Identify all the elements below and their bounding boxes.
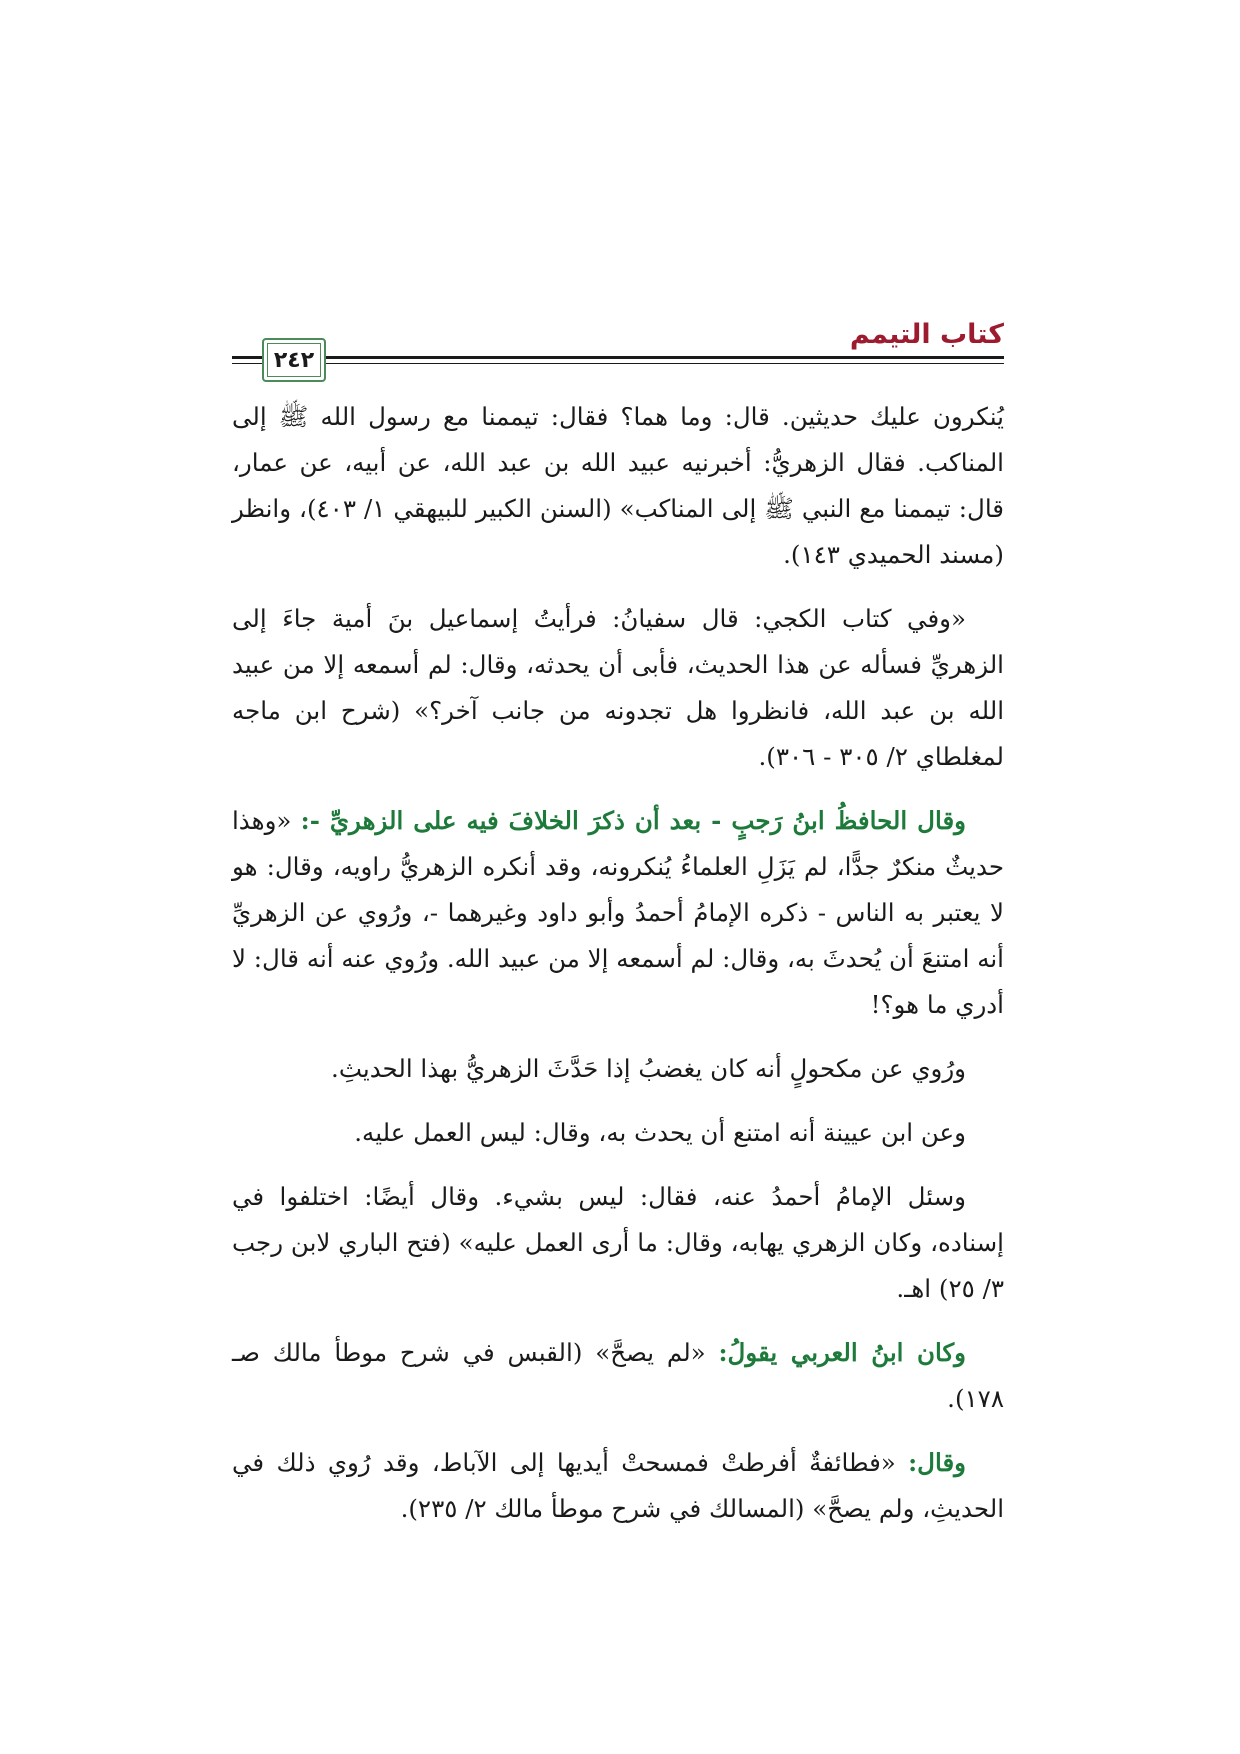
header-rule-thick (232, 356, 1004, 359)
paragraph-lead: وكان ابنُ العربي يقولُ: (718, 1338, 966, 1367)
paragraph-text: وعن ابن عيينة أنه امتنع أن يحدث به، وقال: ليس العمل عليه. (354, 1118, 966, 1147)
paragraph-1 (232, 394, 1004, 578)
paragraph-7 (232, 1330, 1004, 1422)
paragraph-text: ورُوي عن مكحولٍ أنه كان يغضبُ إذا حَدَّثَ الزهريُّ بهذا الحديثِ. (331, 1054, 966, 1083)
paragraph-5 (232, 1110, 1004, 1156)
paragraph-text: «وفي كتاب الكجي: قال سفيانُ: فرأيتُ إسماعيل بنَ أمية جاءَ إلى الزهريِّ فسأله عن هذا الحديث، فأبى أن يحدثه، وقال: لم أسمعه إلا من عبيد الله بن عبد الله، فانظروا هل تجدونه من جانب آخر؟» (شرح ابن ماجه لمغلطاي ٢/ ٣٠٥ - ٣٠٦). (232, 604, 1004, 771)
book-title: كتاب التيمم (849, 319, 1004, 350)
paragraph-text: وسئل الإمامُ أحمدُ عنه، فقال: ليس بشيء. وقال أيضًا: اختلفوا في إسناده، وكان الزهري يهابه، وقال: ما أرى العمل عليه» (فتح الباري لابن رجب ٣/ ٢٥) اهـ. (232, 1182, 1004, 1303)
page-number-badge (262, 338, 326, 382)
paragraph-3 (232, 798, 1004, 1028)
body-text (232, 394, 1004, 1550)
paragraph-text: «لم يصحَّ» (القبس في شرح موطأ مالك صـ ١٧٨). (232, 1338, 1004, 1413)
paragraph-lead: وقال الحافظُ ابنُ رَجبٍ - بعد أن ذكرَ الخلافَ فيه على الزهريِّ -: (300, 806, 966, 835)
paragraph-8 (232, 1440, 1004, 1532)
paragraph-text: يُنكرون عليك حديثين. قال: وما هما؟ فقال: تيممنا مع رسول الله ﷺ إلى المناكب. فقال الزهريُّ: أخبرنيه عبيد الله بن عبد الله، عن أبيه، عن عمار، قال: تيممنا مع النبي ﷺ إلى المناكب» (السنن الكبير للبيهقي ١/ ٤٠٣)، وانظر (مسند الحميدي ١٤٣). (232, 402, 1005, 569)
paragraph-lead: وقال: (908, 1448, 966, 1477)
paragraph-text: «وهذا حديثٌ منكرٌ جدًّا، لم يَزَلِ العلماءُ يُنكرونه، وقد أنكره الزهريُّ راويه، وقال: هو لا يعتبر به الناس - ذكره الإمامُ أحمدُ وأبو داود وغيرهما -، ورُوي عن الزهريِّ أنه امتنعَ أن يُحدثَ به، وقال: لم أسمعه إلا من عبيد الله. ورُوي عنه أنه قال: لا أدري ما هو؟! (232, 806, 1004, 1019)
paragraph-text: «فطائفةٌ أفرطتْ فمسحتْ أيديها إلى الآباط، وقد رُوي ذلك في الحديثِ، ولم يصحَّ» (المسالك في شرح موطأ مالك ٢/ ٢٣٥). (232, 1448, 1004, 1523)
page-number: ٢٤٢ (273, 347, 315, 373)
paragraph-6 (232, 1174, 1004, 1312)
header-rule-thin (232, 363, 1004, 364)
paragraph-2 (232, 596, 1004, 780)
page-header (232, 318, 1004, 388)
paragraph-4 (232, 1046, 1004, 1092)
